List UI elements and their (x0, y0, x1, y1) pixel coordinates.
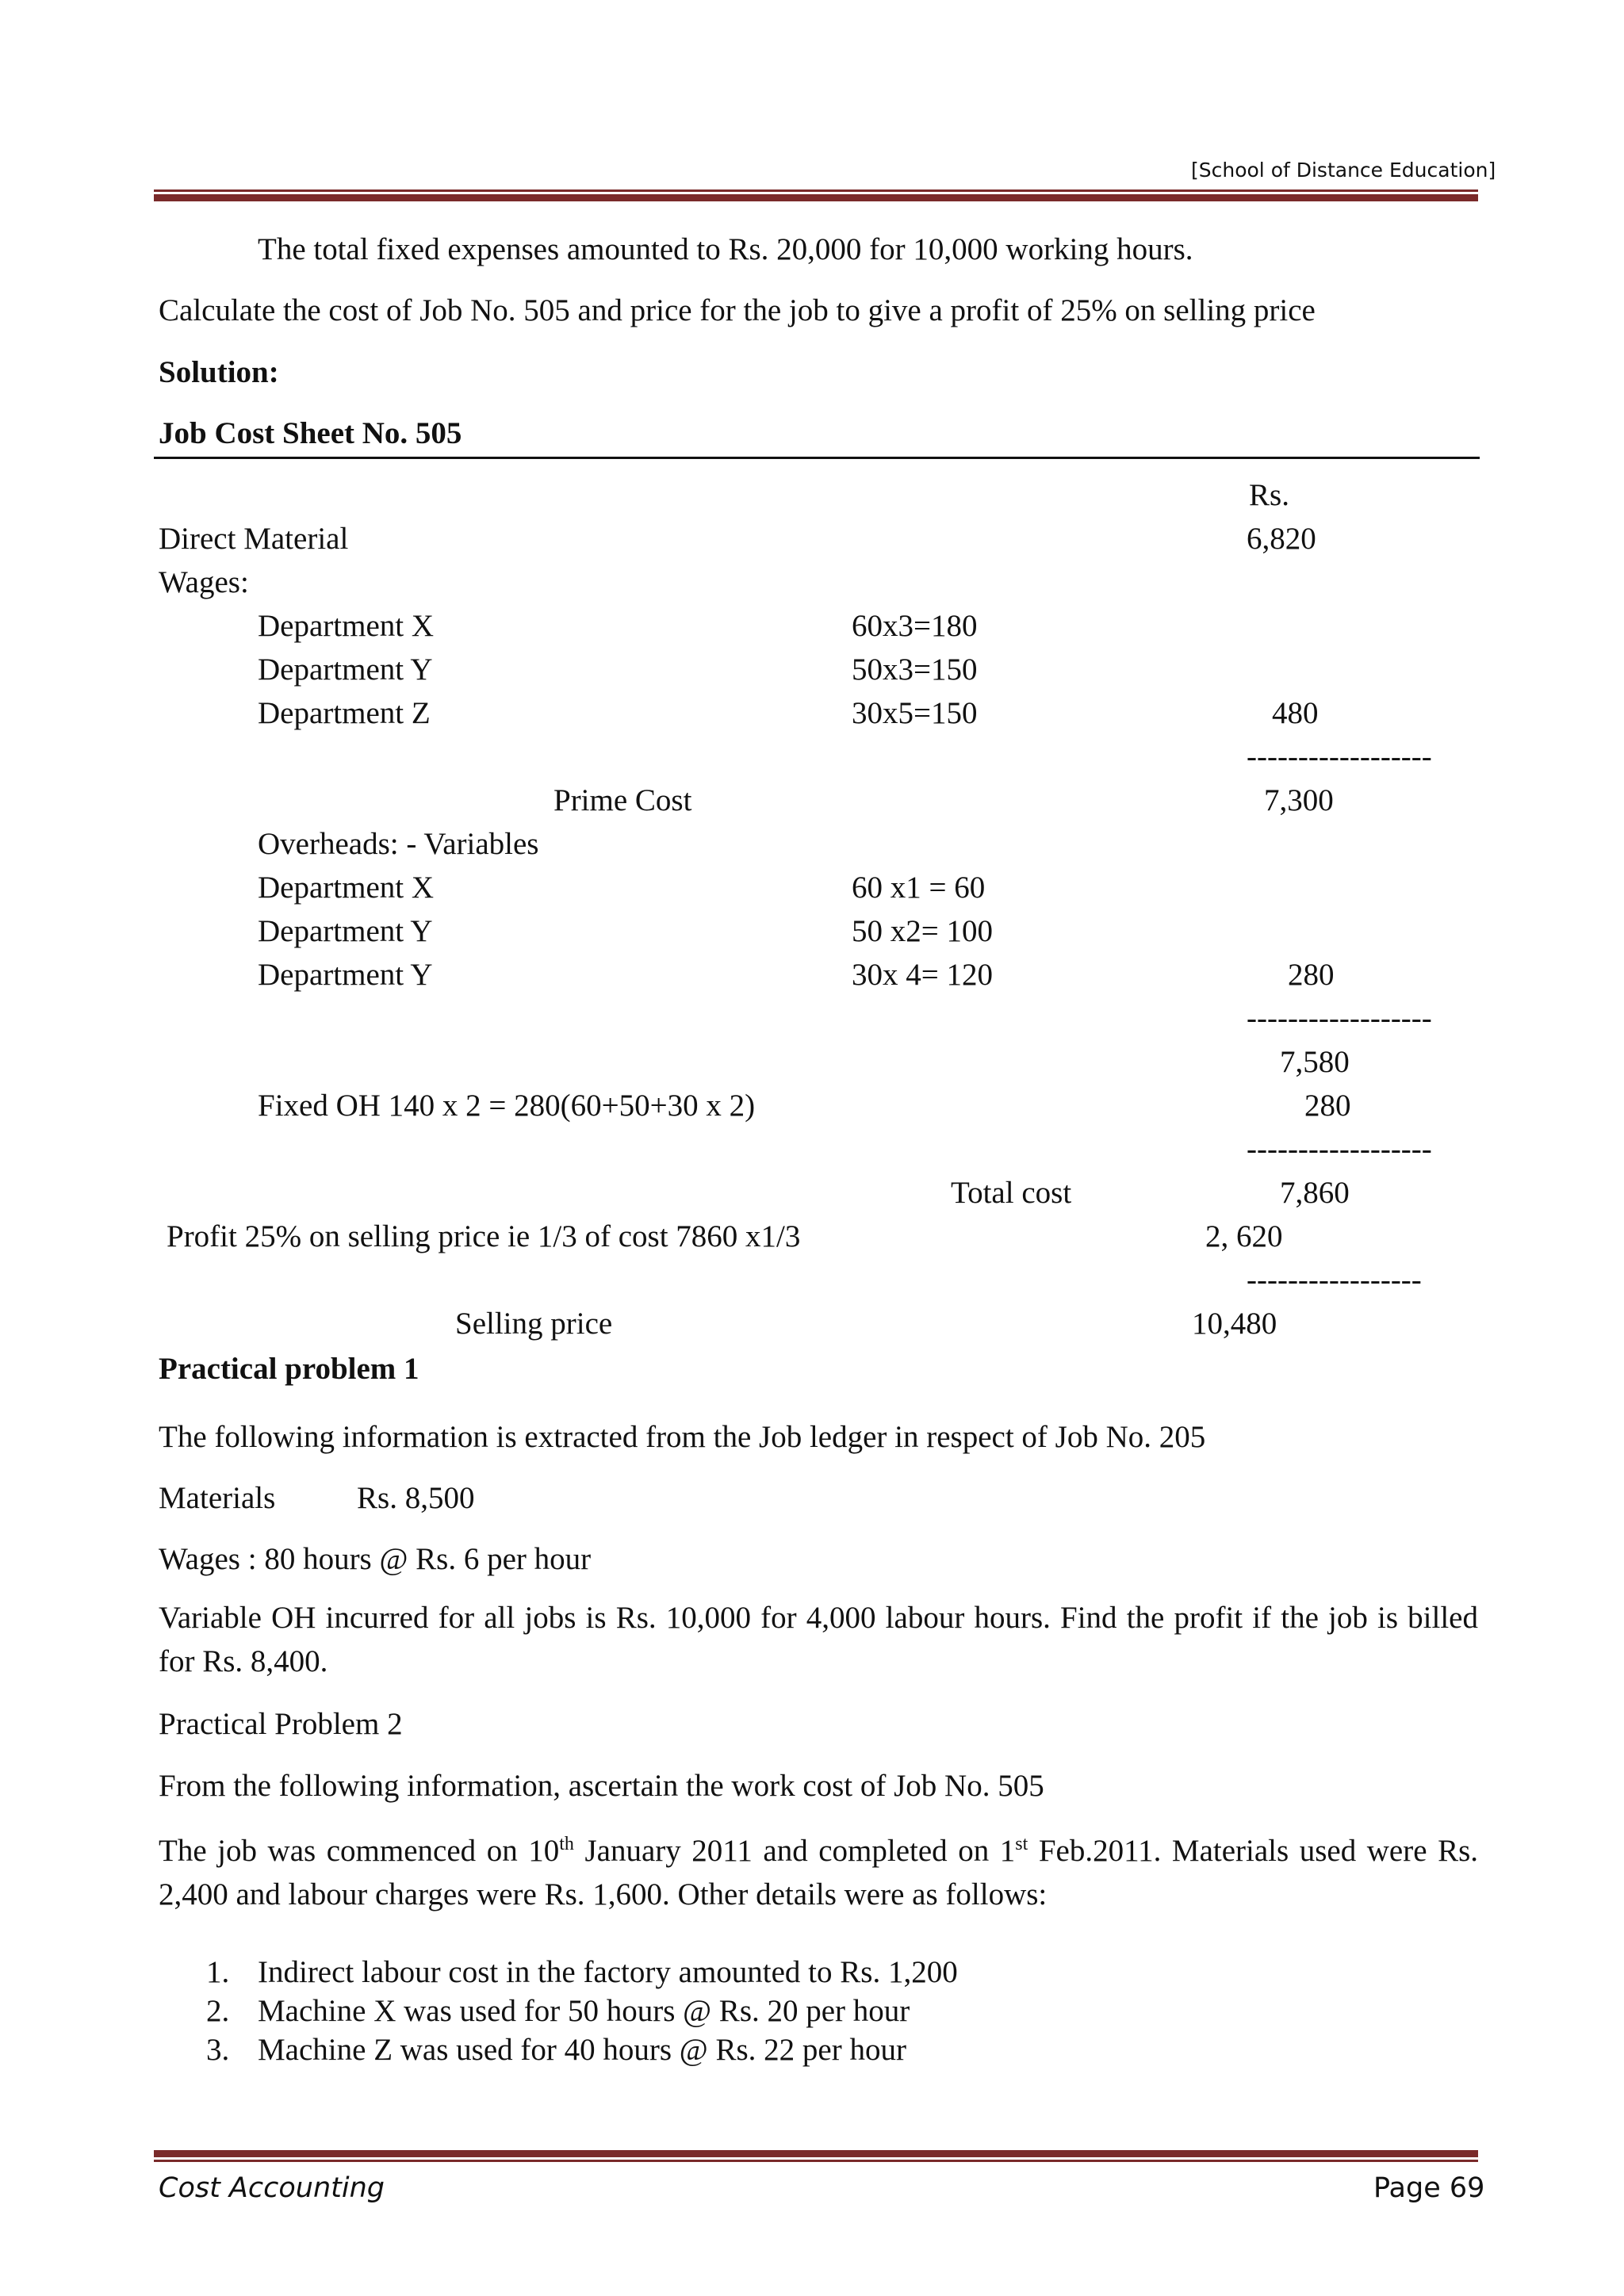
fixed-oh-label: Fixed OH 140 x 2 = 280(60+50+30 x 2) (258, 1089, 756, 1123)
list-item: Machine X was used for 50 hours @ Rs. 20 per hour (258, 1994, 910, 2028)
superscript-st: st (1015, 1834, 1028, 1854)
overhead-row-calc: 30x 4= 120 (852, 958, 993, 992)
wages-row-label: Department X (258, 609, 435, 643)
dash-separator: ------------------ (1247, 1132, 1432, 1166)
variable-oh-paragraph: Variable OH incurred for all jobs is Rs. 10,000 for 4,000 labour hours. Find the profit if the job is billed for Rs. 8,400. (159, 1601, 1478, 1678)
solution-heading: Solution: (159, 355, 279, 389)
overhead-row-label: Department X (258, 871, 435, 905)
practical-problem-2-heading: Practical Problem 2 (159, 1707, 403, 1741)
prime-cost-amount: 7,300 (1264, 783, 1334, 817)
intro-line-1: The total fixed expenses amounted to Rs. 20,000 for 10,000 working hours. (258, 232, 1193, 266)
sheet-title-underline (154, 457, 1480, 459)
dash-separator: ------------------ (1247, 1001, 1432, 1035)
direct-material-amount: 6,820 (1247, 522, 1316, 556)
dash-separator: ------------------ (1247, 740, 1432, 774)
total-cost-label: Total cost (951, 1176, 1072, 1210)
materials-label: Materials (159, 1481, 276, 1515)
overhead-row-calc: 50 x2= 100 (852, 914, 993, 948)
selling-price-label: Selling price (455, 1307, 613, 1341)
fixed-oh-amount: 280 (1304, 1089, 1351, 1123)
wages-row-label: Department Z (258, 696, 431, 730)
practical-2-line: From the following information, ascertain the work cost of Job No. 505 (159, 1769, 1044, 1803)
header-school-name: [School of Distance Education] (1191, 159, 1496, 182)
intro-line-2: Calculate the cost of Job No. 505 and price for the job to give a profit of 25% on selling price (159, 293, 1316, 327)
overheads-label: Overheads: - Variables (258, 827, 539, 861)
wages-row-calc: 30x5=150 (852, 696, 978, 730)
job-dates-paragraph (159, 1829, 1478, 1916)
direct-material-label: Direct Material (159, 522, 349, 556)
wages-total-amount: 480 (1272, 696, 1319, 730)
overhead-row-label: Department Y (258, 914, 433, 948)
practical-problem-1-heading: Practical problem 1 (159, 1352, 419, 1386)
list-item: Machine Z was used for 40 hours @ Rs. 22 per hour (258, 2033, 906, 2067)
dash-separator: ----------------- (1247, 1263, 1422, 1297)
overhead-row-calc: 60 x1 = 60 (852, 871, 986, 905)
job-dates-text: The job was commenced on 10 (159, 1834, 560, 1868)
header-rule-thin (154, 189, 1478, 192)
subtotal-amount: 7,580 (1280, 1045, 1350, 1079)
list-item: Indirect labour cost in the factory amounted to Rs. 1,200 (258, 1955, 958, 1989)
overhead-row-label: Department Y (258, 958, 433, 992)
list-item-number: 3. (206, 2033, 230, 2067)
currency-header: Rs. (1249, 478, 1289, 512)
superscript-th: th (559, 1834, 574, 1854)
list-item-number: 2. (206, 1994, 230, 2028)
job-dates-text: Feb.2011. Materials used were Rs. 2,400 and labour charges were Rs. 1,600. Other details were as follows: (159, 1834, 1479, 1911)
wages-row-label: Department Y (258, 652, 433, 687)
selling-price-amount: 10,480 (1192, 1307, 1277, 1341)
job-dates-text: January 2011 and completed on 1 (573, 1834, 1016, 1868)
wages-row-calc: 50x3=150 (852, 652, 978, 687)
profit-label: Profit 25% on selling price ie 1/3 of cost 7860 x1/3 (167, 1219, 801, 1253)
profit-amount: 2, 620 (1205, 1219, 1283, 1253)
practical-1-line: The following information is extracted from the Job ledger in respect of Job No. 205 (159, 1420, 1206, 1454)
header-rule-thick (154, 194, 1478, 201)
materials-value: Rs. 8,500 (357, 1481, 475, 1515)
job-cost-sheet-title: Job Cost Sheet No. 505 (159, 416, 462, 450)
wages-label: Wages: (159, 565, 249, 599)
total-cost-amount: 7,860 (1280, 1176, 1350, 1210)
wages-line: Wages : 80 hours @ Rs. 6 per hour (159, 1542, 592, 1576)
footer-page-number: Page 69 (1373, 2172, 1485, 2204)
footer-book-title: Cost Accounting (159, 2172, 385, 2204)
prime-cost-label: Prime Cost (553, 783, 692, 817)
footer-rule-thick (154, 2150, 1478, 2157)
list-item-number: 1. (206, 1955, 230, 1989)
wages-row-calc: 60x3=180 (852, 609, 978, 643)
footer-rule-thin (154, 2160, 1478, 2162)
overheads-total-amount: 280 (1288, 958, 1335, 992)
